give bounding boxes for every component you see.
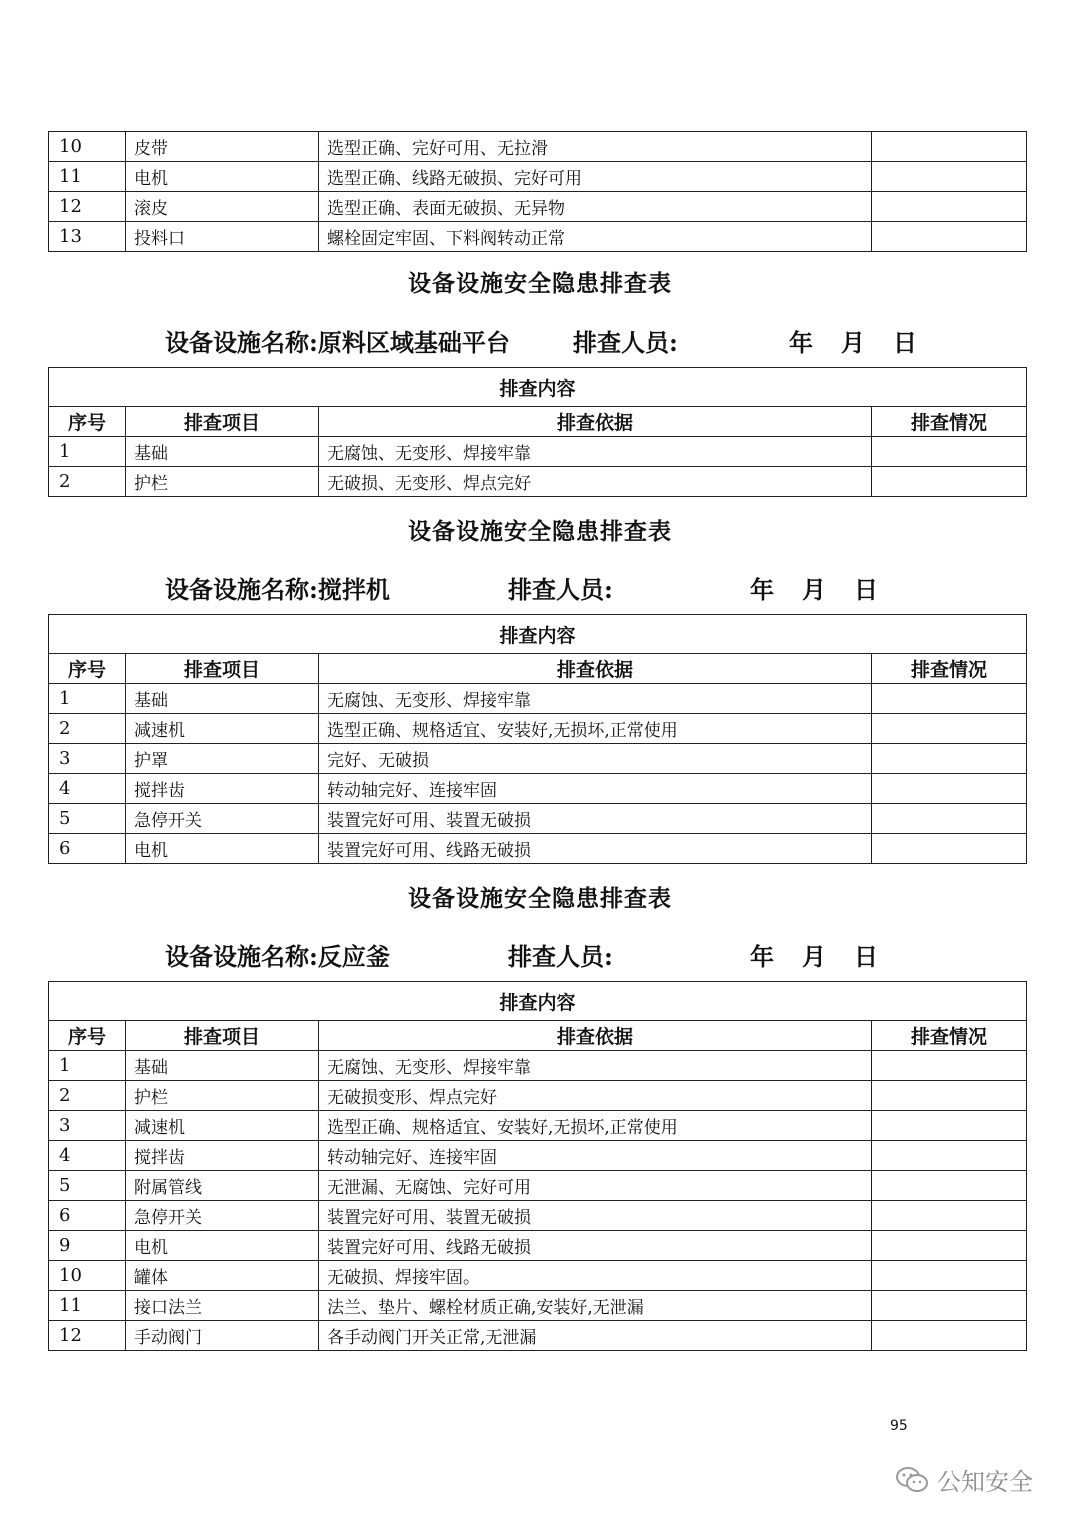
cell-status[interactable]: [872, 684, 1027, 714]
header-index: 序号: [49, 1021, 126, 1051]
cell-item: 电机: [126, 834, 319, 864]
table-row: [49, 1291, 1027, 1321]
cell-item: 罐体: [126, 1261, 319, 1291]
cell-index: 4: [49, 774, 126, 804]
cell-status[interactable]: [872, 804, 1027, 834]
cell-status[interactable]: [872, 222, 1027, 252]
cell-item: 手动阀门: [126, 1321, 319, 1351]
table-continued: [48, 131, 1027, 252]
header-status: 排查情况: [872, 407, 1027, 437]
cell-item: 皮带: [126, 132, 319, 162]
section-title: 设备设施安全隐患排查表: [408, 270, 672, 297]
cell-status[interactable]: [872, 437, 1027, 467]
equipment-name: 设备设施名称:反应釜: [165, 942, 390, 971]
year-label: 年: [750, 942, 774, 971]
cell-index: 13: [49, 222, 126, 252]
cell-status[interactable]: [872, 1051, 1027, 1081]
cell-index: 12: [49, 192, 126, 222]
table-row: [49, 1321, 1027, 1351]
cell-status[interactable]: [872, 744, 1027, 774]
cell-index: 11: [49, 1291, 126, 1321]
cell-basis: 无破损、无变形、焊点完好: [319, 467, 872, 497]
cell-index: 12: [49, 1321, 126, 1351]
cell-basis: 装置完好可用、装置无破损: [319, 804, 872, 834]
day-label: 日: [893, 328, 917, 357]
inspector-label: 排查人员:: [508, 942, 613, 971]
header-item: 排查项目: [126, 407, 319, 437]
cell-status[interactable]: [872, 714, 1027, 744]
cell-basis: 无破损、焊接牢固。: [319, 1261, 872, 1291]
cell-status[interactable]: [872, 1231, 1027, 1261]
table-row: [49, 162, 1027, 192]
inspection-table: [48, 367, 1027, 497]
table-row: [49, 1081, 1027, 1111]
table-row: [49, 804, 1027, 834]
cell-basis: 完好、无破损: [319, 744, 872, 774]
cell-status[interactable]: [872, 1291, 1027, 1321]
header-basis: 排查依据: [319, 1021, 872, 1051]
cell-index: 6: [49, 834, 126, 864]
cell-index: 2: [49, 714, 126, 744]
cell-item: 护罩: [126, 744, 319, 774]
cell-item: 护栏: [126, 467, 319, 497]
cell-basis: 无破损变形、焊点完好: [319, 1081, 872, 1111]
header-status: 排查情况: [872, 1021, 1027, 1051]
header-index: 序号: [49, 407, 126, 437]
cell-status[interactable]: [872, 192, 1027, 222]
month-label: 月: [802, 575, 826, 604]
cell-index: 3: [49, 1111, 126, 1141]
year-label: 年: [750, 575, 774, 604]
cell-index: 1: [49, 684, 126, 714]
cell-status[interactable]: [872, 467, 1027, 497]
table-header: [49, 654, 1027, 684]
cell-status[interactable]: [872, 132, 1027, 162]
cell-basis: 无腐蚀、无变形、焊接牢靠: [319, 684, 872, 714]
table-row: [49, 1141, 1027, 1171]
cell-index: 6: [49, 1201, 126, 1231]
cell-status[interactable]: [872, 1261, 1027, 1291]
table-caption: 排查内容: [49, 368, 1027, 407]
cell-item: 接口法兰: [126, 1291, 319, 1321]
cell-item: 投料口: [126, 222, 319, 252]
table-row: [49, 834, 1027, 864]
cell-index: 10: [49, 1261, 126, 1291]
table-row: [49, 132, 1027, 162]
table-row: [49, 467, 1027, 497]
header-index: 序号: [49, 654, 126, 684]
watermark-text: 公知安全: [937, 1468, 1033, 1496]
table-row: [49, 1231, 1027, 1261]
watermark: [895, 1462, 1033, 1497]
cell-index: 1: [49, 437, 126, 467]
table-row: [49, 774, 1027, 804]
cell-status[interactable]: [872, 1201, 1027, 1231]
cell-status[interactable]: [872, 1321, 1027, 1351]
cell-index: 10: [49, 132, 126, 162]
cell-basis: 选型正确、完好可用、无拉滑: [319, 132, 872, 162]
table-row: [49, 1051, 1027, 1081]
month-label: 月: [802, 942, 826, 971]
table-row: [49, 684, 1027, 714]
cell-item: 基础: [126, 684, 319, 714]
cell-basis: 螺栓固定牢固、下料阀转动正常: [319, 222, 872, 252]
cell-basis: 法兰、垫片、螺栓材质正确,安装好,无泄漏: [319, 1291, 872, 1321]
table-row: [49, 714, 1027, 744]
equipment-name: 设备设施名称:搅拌机: [165, 575, 390, 604]
day-label: 日: [854, 575, 878, 604]
year-label: 年: [789, 328, 813, 357]
cell-basis: 无腐蚀、无变形、焊接牢靠: [319, 437, 872, 467]
cell-item: 滚皮: [126, 192, 319, 222]
cell-status[interactable]: [872, 834, 1027, 864]
cell-basis: 各手动阀门开关正常,无泄漏: [319, 1321, 872, 1351]
cell-index: 9: [49, 1231, 126, 1261]
cell-item: 急停开关: [126, 804, 319, 834]
table-row: [49, 1171, 1027, 1201]
cell-basis: 装置完好可用、线路无破损: [319, 1231, 872, 1261]
cell-item: 急停开关: [126, 1201, 319, 1231]
inspection-table: [48, 981, 1027, 1351]
table-row: [49, 744, 1027, 774]
cell-basis: 选型正确、规格适宜、安装好,无损坏,正常使用: [319, 1111, 872, 1141]
cell-index: 1: [49, 1051, 126, 1081]
equipment-name: 设备设施名称:原料区域基础平台: [165, 328, 510, 357]
cell-basis: 转动轴完好、连接牢固: [319, 1141, 872, 1171]
table-row: [49, 222, 1027, 252]
cell-basis: 选型正确、线路无破损、完好可用: [319, 162, 872, 192]
inspection-table: [48, 614, 1027, 864]
cell-basis: 装置完好可用、线路无破损: [319, 834, 872, 864]
table-row: [49, 437, 1027, 467]
cell-item: 减速机: [126, 714, 319, 744]
header-status: 排查情况: [872, 654, 1027, 684]
table-row: [49, 1261, 1027, 1291]
cell-basis: 选型正确、规格适宜、安装好,无损坏,正常使用: [319, 714, 872, 744]
cell-status[interactable]: [872, 1081, 1027, 1111]
cell-status[interactable]: [872, 1111, 1027, 1141]
table-header: [49, 1021, 1027, 1051]
cell-index: 11: [49, 162, 126, 192]
header-basis: 排查依据: [319, 407, 872, 437]
cell-item: 减速机: [126, 1111, 319, 1141]
table-row: [49, 192, 1027, 222]
cell-index: 3: [49, 744, 126, 774]
inspector-label: 排查人员:: [508, 575, 613, 604]
cell-index: 5: [49, 1171, 126, 1201]
cell-index: 2: [49, 1081, 126, 1111]
page-number: 95: [890, 1418, 908, 1434]
cell-status[interactable]: [872, 1171, 1027, 1201]
cell-item: 基础: [126, 1051, 319, 1081]
cell-item: 电机: [126, 1231, 319, 1261]
table-row: [49, 1201, 1027, 1231]
cell-basis: 转动轴完好、连接牢固: [319, 774, 872, 804]
cell-item: 搅拌齿: [126, 1141, 319, 1171]
cell-basis: 无泄漏、无腐蚀、完好可用: [319, 1171, 872, 1201]
header-basis: 排查依据: [319, 654, 872, 684]
header-item: 排查项目: [126, 1021, 319, 1051]
cell-basis: 装置完好可用、装置无破损: [319, 1201, 872, 1231]
cell-item: 电机: [126, 162, 319, 192]
table-header: [49, 407, 1027, 437]
cell-index: 5: [49, 804, 126, 834]
month-label: 月: [841, 328, 865, 357]
cell-item: 基础: [126, 437, 319, 467]
inspector-label: 排查人员:: [573, 328, 678, 357]
wechat-icon: [895, 1466, 929, 1494]
cell-item: 护栏: [126, 1081, 319, 1111]
cell-basis: 无腐蚀、无变形、焊接牢靠: [319, 1051, 872, 1081]
table-row: [49, 1111, 1027, 1141]
day-label: 日: [854, 942, 878, 971]
cell-status[interactable]: [872, 774, 1027, 804]
cell-status[interactable]: [872, 1141, 1027, 1171]
cell-basis: 选型正确、表面无破损、无异物: [319, 192, 872, 222]
table-caption: 排查内容: [49, 982, 1027, 1021]
table-caption: 排查内容: [49, 615, 1027, 654]
cell-index: 2: [49, 467, 126, 497]
header-item: 排查项目: [126, 654, 319, 684]
cell-index: 4: [49, 1141, 126, 1171]
section-title: 设备设施安全隐患排查表: [408, 885, 672, 912]
cell-item: 搅拌齿: [126, 774, 319, 804]
cell-item: 附属管线: [126, 1171, 319, 1201]
section-title: 设备设施安全隐患排查表: [408, 518, 672, 545]
cell-status[interactable]: [872, 162, 1027, 192]
